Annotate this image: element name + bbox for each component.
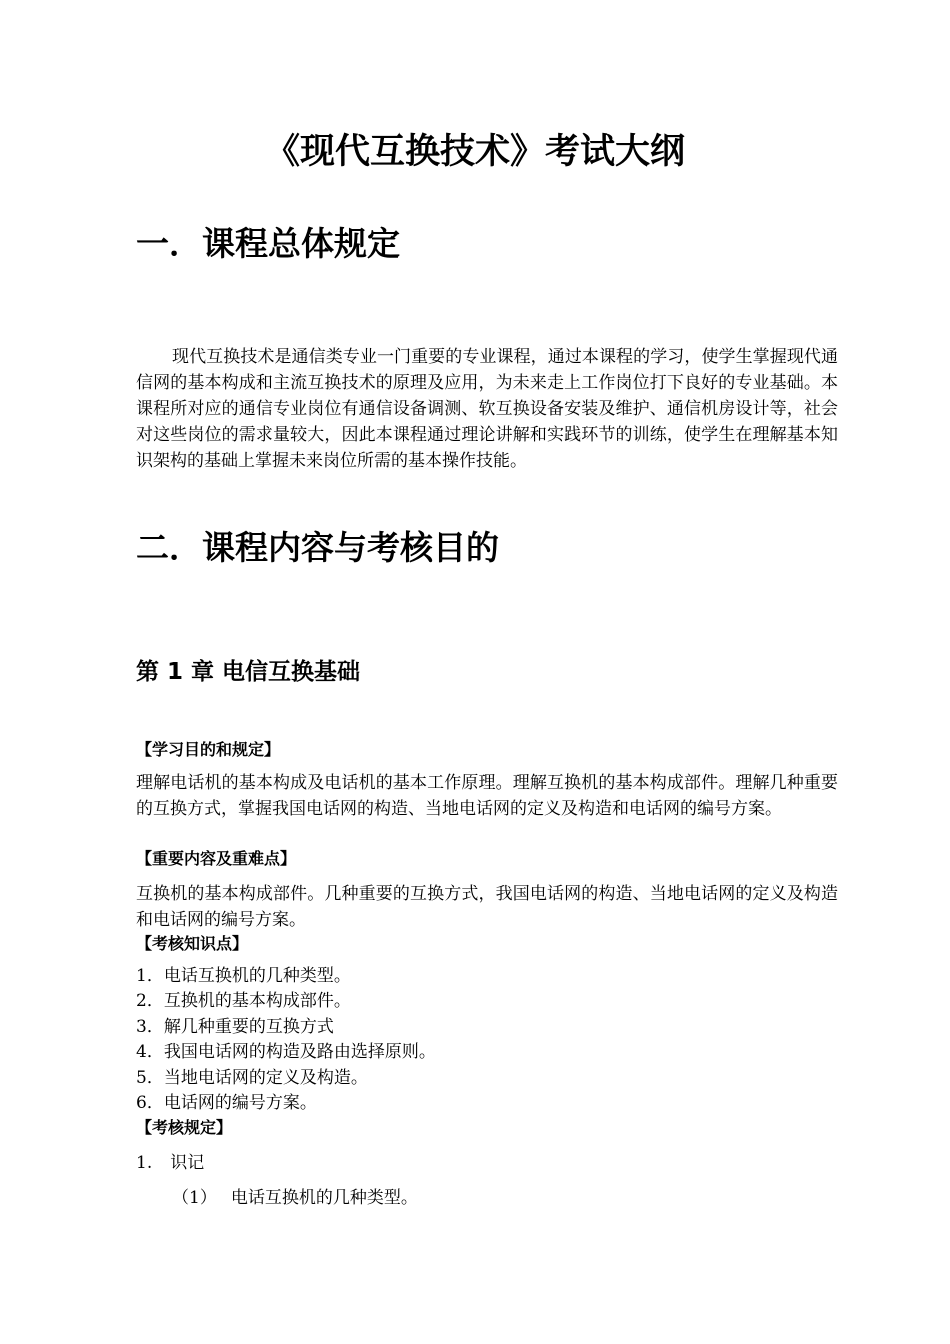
list-item: 2．互换机的基本构成部件。 (136, 991, 351, 1012)
objectives-text: 理解电话机的基本构成及电话机的基本工作原理。理解互换机的基本构成部件。理解几种重要的互换方式，掌握我国电话网的构造、当地电话网的定义及构造和电话网的编号方案。 (136, 773, 838, 819)
requirement-level-text: 识记 (170, 1153, 205, 1173)
section-general-body: 现代互换技术是通信类专业一门重要的专业课程，通过本课程的学习，使学生掌握现代通信网的基本构成和主流互换技术的原理及应用，为未来走上工作岗位打下良好的专业基础。本课程所对应的通信专业岗位有通信设备调测、软互换设备安装及维护、通信机房设计等，社会对这些岗位的需求量较大，因此本课程通过理论讲解和实践环节的训练，使学生在理解基本知识架构的基础上掌握未来岗位所需的基本操作技能。 (136, 347, 838, 471)
knowledge-points-label: 【考核知识点】 (136, 934, 249, 953)
list-item: 4．我国电话网的构造及路由选择原则。 (136, 1042, 436, 1063)
knowledge-points-list (136, 964, 436, 1116)
objectives-label: 【学习目的和规定】 (136, 740, 281, 759)
requirement-subitem-row (172, 1185, 418, 1211)
requirement-subitem-text: 电话互换机的几种类型。 (230, 1188, 418, 1208)
list-item: 3．解几种重要的互换方式 (136, 1016, 334, 1037)
requirements-label: 【考核规定】 (136, 1118, 233, 1137)
key-points-label: 【重要内容及重难点】 (136, 849, 297, 868)
requirement-subitem-number: （1） (172, 1188, 217, 1208)
chapter-1-title: 第 1 章 电信互换基础 (136, 659, 361, 685)
section-heading-content: 二．课程内容与考核目的 (136, 528, 499, 567)
document-title: 《现代互换技术》考试大纲 (264, 132, 685, 172)
list-item: 6．电话网的编号方案。 (136, 1093, 317, 1114)
section-heading-general: 一．课程总体规定 (136, 224, 400, 263)
key-points-text: 互换机的基本构成部件。几种重要的互换方式，我国电话网的构造、当地电话网的定义及构造和电话网的编号方案。 (136, 884, 838, 930)
list-item: 1．电话互换机的几种类型。 (136, 966, 351, 986)
list-item: 5．当地电话网的定义及构造。 (136, 1067, 368, 1088)
requirement-level-row (136, 1150, 204, 1176)
requirement-level-number: 1. (136, 1153, 153, 1173)
